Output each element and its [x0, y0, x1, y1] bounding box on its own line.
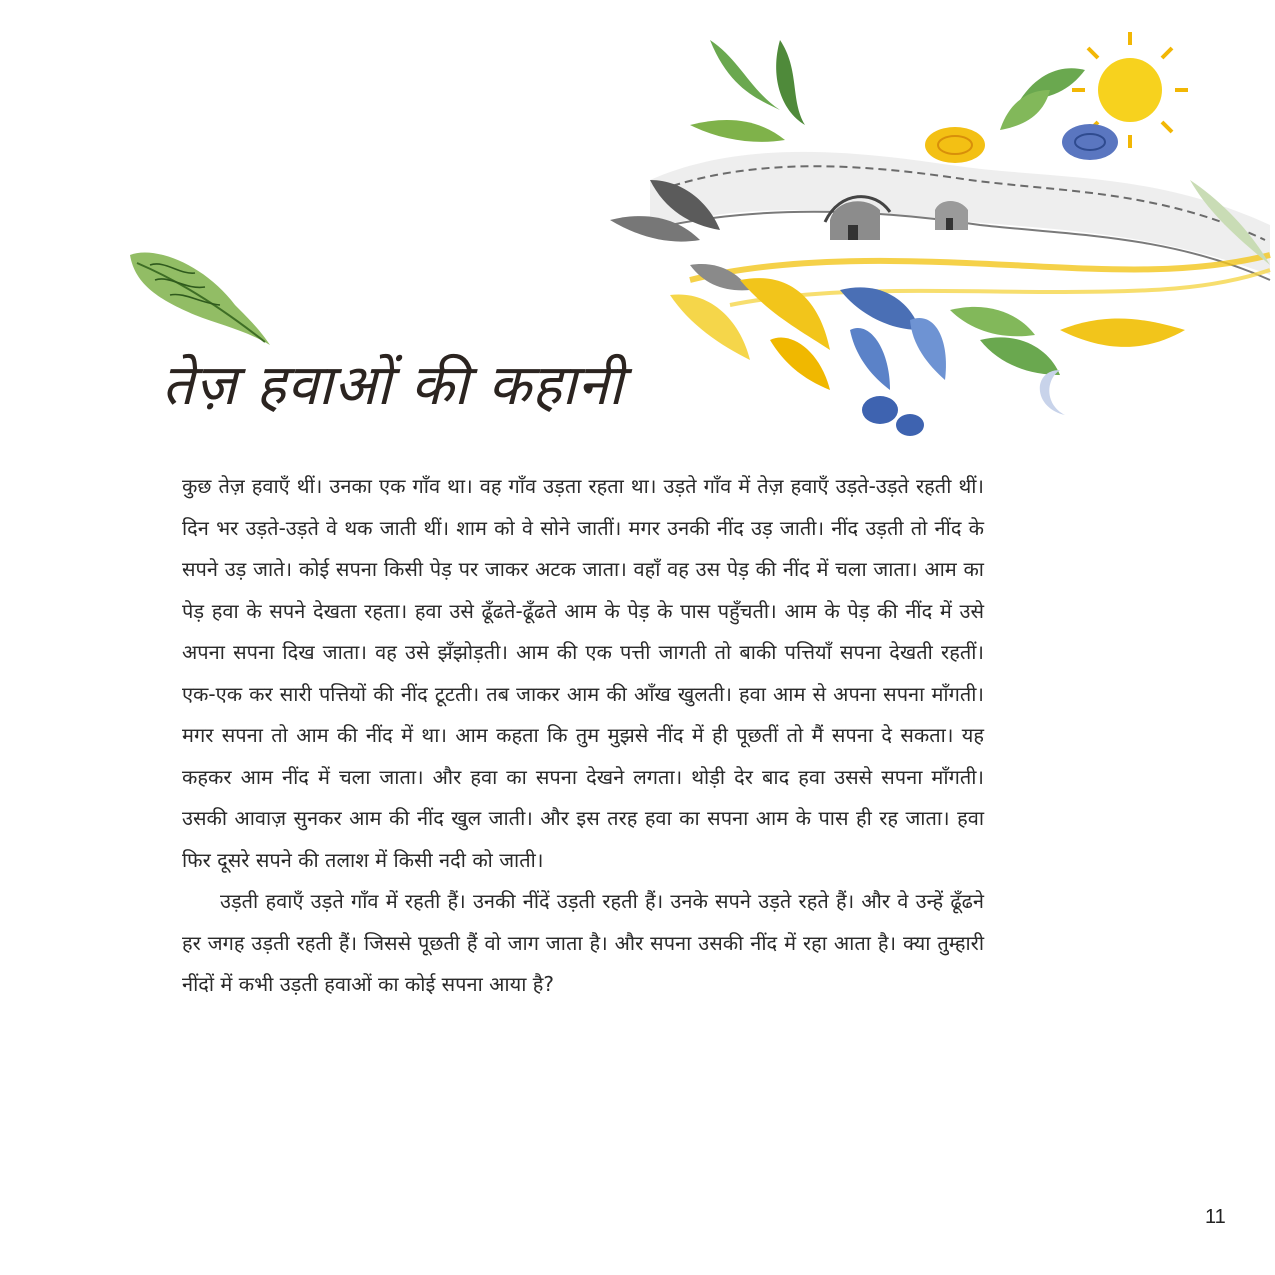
page-number: 11 [1205, 1206, 1226, 1228]
moon-icon [1040, 370, 1065, 415]
page-title: तेज़ हवाओं की कहानी [162, 353, 624, 418]
leaf-icon [125, 245, 275, 350]
paragraph: कुछ तेज़ हवाएँ थीं। उनका एक गाँव था। वह गाँव उड़ता रहता था। उड़ते गाँव में तेज़ हवाएँ उड़ते-उड़ते रहती थीं। दिन भर उड़ते-उड़ते वे थक जाती थीं। शाम को वे सोने जातीं। मगर उनकी नींद उड़ जाती। नींद उड़ती तो नींद के सपने उड़ जाते। कोई सपना किसी पेड़ पर जाकर अटक जाता। वहाँ वह उस पेड़ की नींद में चला जाता। आम का पेड़ हवा के सपने देखता रहता। हवा उसे ढूँढते-ढूँढते आम के पेड़ के पास पहुँचती। आम के पेड़ की नींद में उसे अपना सपना दिख जाता। वह उसे झँझोड़ती। आम की एक पत्ती जागती तो बाकी पत्तियाँ सपना देखती रहतीं। एक-एक कर सारी पत्तियों की नींद टूटती। तब जाकर आम की आँख खुलती। हवा आम से अपना सपना माँगती। मगर सपना तो आम की नींद में था। आम कहता कि तुम मुझसे नींद में ही पूछतीं तो मैं सपना दे सकता। यह कहकर आम नींद में चला जाता। और हवा का सपना देखने लगता। थोड़ी देर बाद हवा उससे सपना माँगती। उसकी आवाज़ सुनकर आम की नींद खुल जाती। और इस तरह हवा का सपना आम के पास ही रह जाता। हवा फिर दूसरे सपने की तलाश में किसी नदी को जाती। [182, 474, 984, 872]
cloud-icon [925, 124, 1118, 163]
illustration [590, 30, 1275, 450]
story-text [182, 466, 984, 1006]
paragraph: उड़ती हवाएँ उड़ते गाँव में रहती हैं। उनकी नींदें उड़ती रहती हैं। उनके सपने उड़ते रहते हैं। और वे उन्हें ढूँढने हर जगह उड़ती रहती हैं। जिससे पूछती हैं वो जाग जाता है। और सपना उसकी नींद में रहा आता है। क्या तुम्हारी नींदों में कभी उड़ती हवाओं का कोई सपना आया है? [182, 889, 984, 996]
